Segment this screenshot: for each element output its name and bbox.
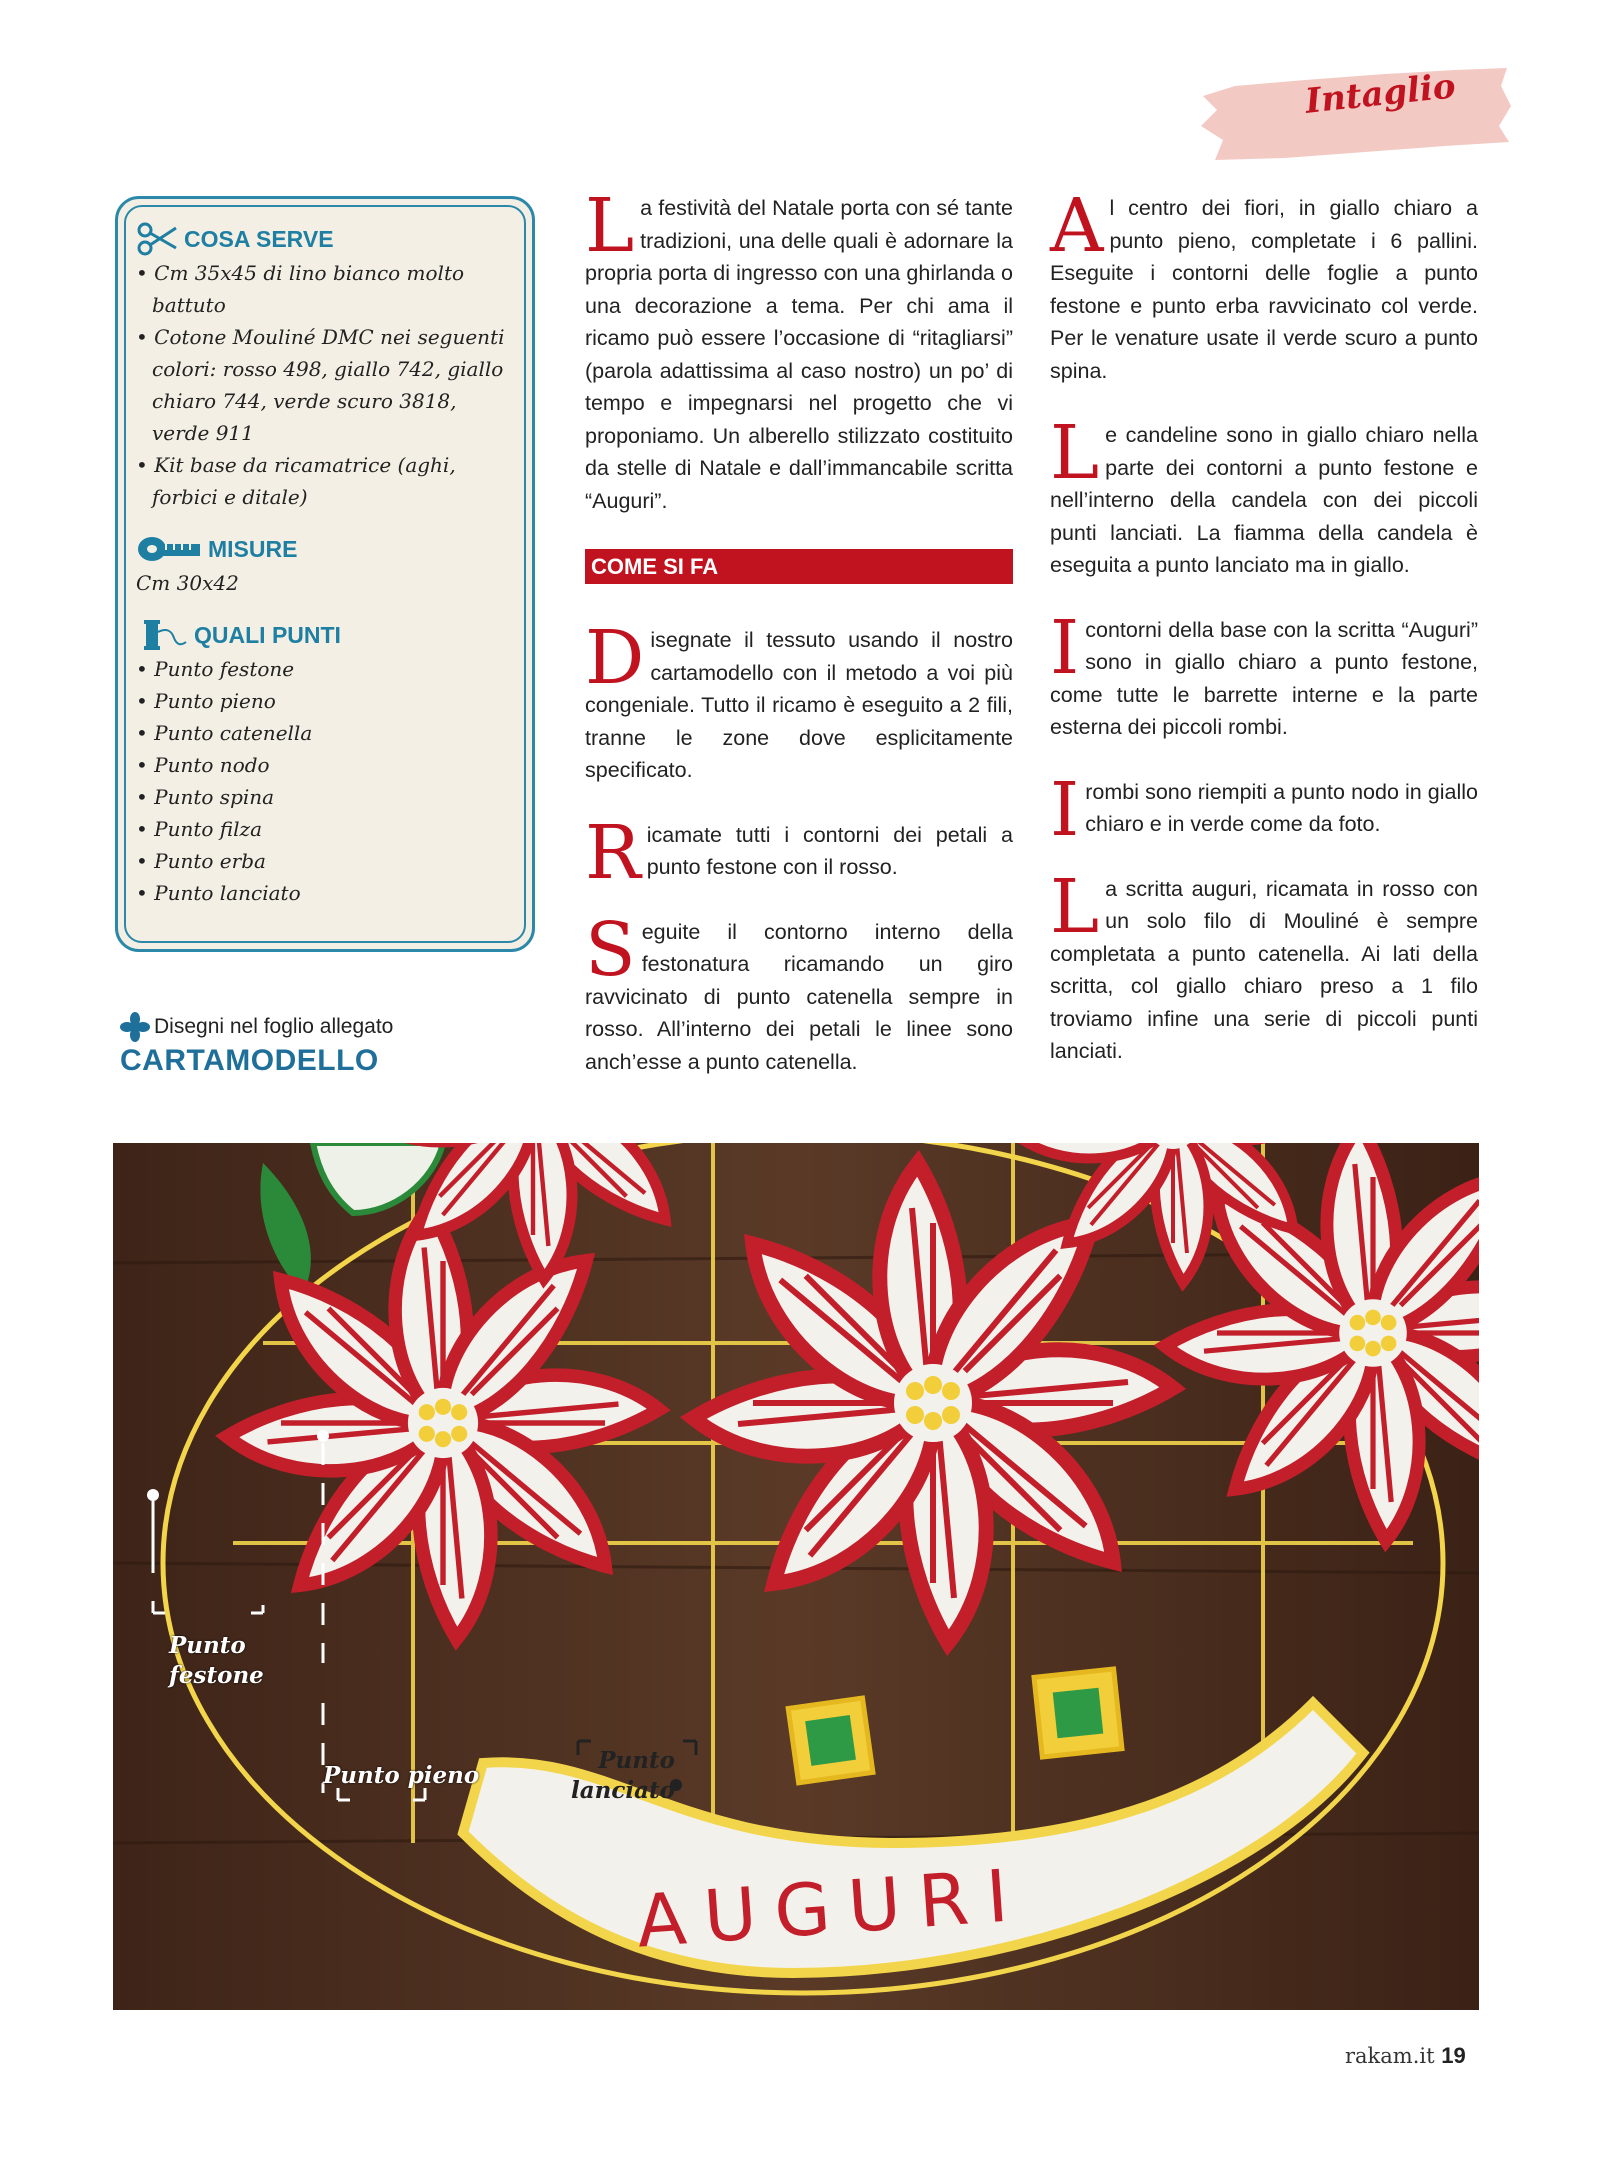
paragraph bbox=[585, 809, 1013, 896]
list-item: • Punto lanciato bbox=[136, 877, 518, 909]
section-tag: Intaglio bbox=[1303, 66, 1458, 122]
misure-heading bbox=[136, 531, 518, 567]
cosa-serve-heading bbox=[136, 221, 518, 257]
label-line: festone bbox=[169, 1662, 264, 1689]
auguri-embroidery-text: AUGURI bbox=[633, 1852, 1029, 1964]
text-column-2 bbox=[1050, 183, 1478, 1100]
drop-cap: A bbox=[1050, 183, 1104, 269]
paragraph bbox=[1050, 863, 1478, 1068]
drop-cap: I bbox=[1050, 604, 1080, 691]
paragraph-text: a scritta auguri, ricamata in rosso con un solo filo di Mouliné è sempre completata a punto catenella. Ai lati della scritta, col giallo chiaro preso a 1 filo troviamo infine una serie di piccoli punti lanciati. bbox=[1050, 876, 1478, 1063]
quali-punti-list bbox=[136, 653, 518, 909]
misure-value: Cm 30x42 bbox=[136, 571, 239, 595]
label-punto-pieno: Punto pieno bbox=[323, 1762, 480, 1789]
tape-measure-icon bbox=[136, 534, 202, 564]
quali-punti-title: QUALI PUNTI bbox=[194, 621, 341, 648]
label-line: lanciato bbox=[571, 1777, 675, 1804]
drop-cap: S bbox=[585, 906, 636, 993]
paragraph bbox=[585, 906, 1013, 1079]
paragraph bbox=[1050, 183, 1478, 387]
misure-title: MISURE bbox=[208, 535, 298, 562]
label-punto-festone bbox=[169, 1631, 264, 1691]
drop-cap: R bbox=[585, 809, 641, 896]
embroidery-photo bbox=[113, 1143, 1479, 2010]
cartamodello-note bbox=[120, 1012, 393, 1042]
paragraph-text: rombi sono riempiti a punto nodo in giallo chiaro e in verde come da foto. bbox=[1085, 779, 1478, 836]
paragraph bbox=[1050, 604, 1478, 744]
drop-cap: I bbox=[1050, 766, 1080, 853]
drop-cap: L bbox=[1050, 863, 1100, 950]
paragraph-text: isegnate il tessuto usando il nostro cartamodello con il metodo a voi più congeniale. Tutto il ricamo è eseguito a 2 fili, tranne le zone dove esplicitamente specificato. bbox=[585, 628, 1013, 782]
page-number: 19 bbox=[1441, 2043, 1466, 2068]
scissors-icon bbox=[136, 222, 178, 256]
drop-cap: L bbox=[1050, 410, 1100, 496]
list-item: • Punto erba bbox=[136, 845, 518, 877]
intro-paragraph bbox=[585, 183, 1013, 517]
paragraph-text: e candeline sono in giallo chiaro nella parte dei contorni a punto festone e nell’interno della candela con dei piccoli punti lanciati. La fiamma della candela è eseguita a punto lanciato ma in giallo. bbox=[1050, 423, 1478, 577]
cartamodello-note-text: Disegni nel foglio allegato bbox=[154, 1015, 394, 1038]
list-item: • Kit base da ricamatrice (aghi, forbici e ditale) bbox=[136, 449, 518, 513]
paragraph-text: a festività del Natale porta con sé tante tradizioni, una delle quali è adornare la propria porta di ingresso con una ghirlanda o una decorazione a tema. Per chi ama il ricamo può essere l’occasione di “ritagliarsi” (parola adattissima al caso nostro) un po’ di tempo e impegnarsi nel progetto che vi proponiamo. Un alberello stilizzato costituito da stelle di Natale e dall’immancabile scritta “Auguri”. bbox=[585, 196, 1013, 513]
cosa-serve-list bbox=[136, 257, 518, 513]
paragraph bbox=[585, 615, 1013, 787]
paragraph-text: contorni della base con la scritta “Auguri” sono in giallo chiaro a punto festone, come tutte le barrette interne e la parte esterna dei piccoli rombi. bbox=[1050, 617, 1478, 739]
page-footer bbox=[1345, 2043, 1466, 2069]
paragraph-text: l centro dei fiori, in giallo chiaro a punto pieno, completate i 6 pallini. Eseguite i contorni delle foglie a punto festone e punto erba ravvicinato col verde. Per le venature usate il verde scuro a punto spina. bbox=[1050, 196, 1478, 383]
embroidery-illustration bbox=[113, 1143, 1479, 2010]
cartamodello-title: CARTAMODELLO bbox=[120, 1044, 379, 1077]
materials-box bbox=[115, 196, 535, 952]
label-line: Punto bbox=[169, 1632, 246, 1659]
list-item: • Punto nodo bbox=[136, 749, 518, 781]
label-line: Punto bbox=[598, 1747, 675, 1774]
label-punto-lanciato bbox=[571, 1746, 675, 1806]
list-item: • Punto pieno bbox=[136, 685, 518, 717]
text-column-1 bbox=[585, 183, 1013, 1110]
list-item: • Punto spina bbox=[136, 781, 518, 813]
cosa-serve-title: COSA SERVE bbox=[184, 225, 334, 252]
paragraph-text: icamate tutti i contorni dei petali a punto festone con il rosso. bbox=[646, 822, 1013, 879]
thread-spool-icon bbox=[136, 618, 188, 652]
drop-cap: D bbox=[585, 615, 645, 701]
paragraph-text: eguite il contorno interno della festonatura ricamando un giro ravvicinato di punto catenella sempre in rosso. All’interno dei petali le linee sono anch’esse a punto catenella. bbox=[585, 919, 1013, 1074]
asterisk-icon bbox=[120, 1012, 150, 1042]
cartamodello-block bbox=[120, 1012, 393, 1078]
drop-cap: L bbox=[585, 183, 635, 269]
list-item: • Punto filza bbox=[136, 813, 518, 845]
list-item: • Punto festone bbox=[136, 653, 518, 685]
list-item: • Cm 35x45 di lino bianco molto battuto bbox=[136, 257, 518, 321]
paragraph bbox=[1050, 766, 1478, 853]
paragraph bbox=[1050, 410, 1478, 582]
come-si-fa-heading: COME SI FA bbox=[585, 549, 1013, 584]
list-item: • Punto catenella bbox=[136, 717, 518, 749]
site-name: rakam.it bbox=[1345, 2044, 1435, 2068]
quali-punti-heading bbox=[136, 617, 518, 653]
list-item: • Cotone Mouliné DMC nei seguenti colori: rosso 498, giallo 742, giallo chiaro 744, verde scuro 3818, verde 911 bbox=[136, 321, 518, 449]
